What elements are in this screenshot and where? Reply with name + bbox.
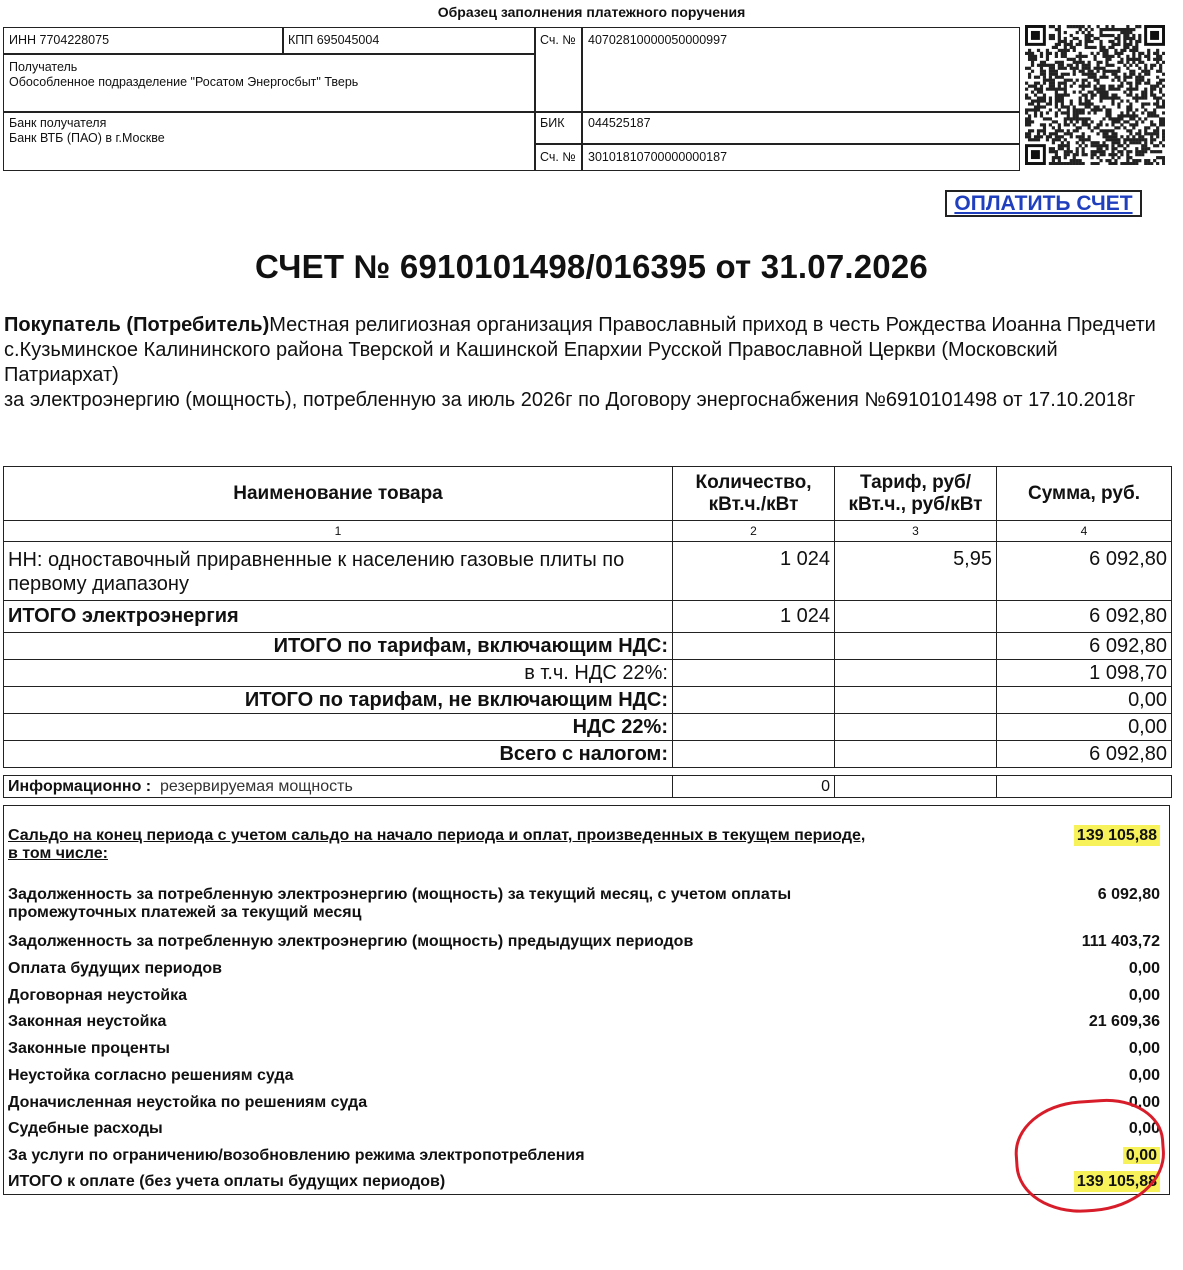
header-qty: Количество, кВт.ч./кВт — [673, 467, 835, 521]
saldo-row-value: 6 092,80 — [1097, 886, 1160, 903]
saldo-row-label: Законная неустойка — [8, 1013, 167, 1030]
item-name: НН: одноставочный приравненные к населению газовые плиты по первому диапазону — [4, 542, 673, 601]
saldo-total-value: 139 105,88 — [1074, 1171, 1160, 1192]
saldo-row-value: 0,00 — [1128, 1094, 1160, 1111]
total-energy-qty: 1 024 — [673, 601, 835, 633]
bank-name: Банк ВТБ (ПАО) в г.Москве — [9, 131, 165, 145]
payment-order-box — [3, 27, 1020, 171]
buyer-block — [4, 313, 1174, 413]
col-number: 4 — [997, 521, 1172, 542]
table-row — [4, 714, 1172, 741]
recipient-label: Получатель — [9, 60, 78, 74]
col-number: 3 — [835, 521, 997, 542]
account-number: 40702810000050000997 — [588, 33, 728, 47]
item-tariff: 5,95 — [835, 542, 997, 601]
invoice-purpose: за электроэнергию (мощность), потребленную за июль 2026г по Договору энергоснабжения №6910101498 от 17.10.2018г — [4, 389, 1136, 411]
saldo-main-label: Сальдо на конец периода с учетом сальдо на начало периода и оплат, произведенных в текущем периоде, — [8, 827, 866, 844]
inn-value: ИНН 7704228075 — [9, 33, 110, 47]
saldo-row-label: Доначисленная неустойка по решениям суда — [8, 1094, 368, 1111]
header-tariff: Тариф, руб/ кВт.ч., руб/кВт — [835, 467, 997, 521]
invoice-table — [3, 466, 1172, 768]
table-row — [4, 542, 1172, 601]
summary-value: 6 092,80 — [997, 633, 1172, 660]
saldo-row-label: Законные проценты — [8, 1040, 170, 1057]
summary-value: 0,00 — [997, 714, 1172, 741]
pay-invoice-button[interactable]: ОПЛАТИТЬ СЧЕТ — [945, 190, 1142, 217]
table-row — [4, 687, 1172, 714]
invoice-title: СЧЕТ № 6910101498/016395 от 31.07.2026 — [255, 248, 928, 285]
saldo-row-value: 0,00 — [1128, 987, 1160, 1004]
buyer-name: Местная религиозная организация Православный приход в честь Рождества Иоанна Предчети с.Кузьминское Калининского района Тверской и Кашинской Епархии Русской Православной Церкви (Московский Патриархат) — [4, 314, 1156, 386]
account-label: Сч. № — [540, 33, 576, 47]
payment-order-title: Образец заполнения платежного поручения — [437, 4, 746, 20]
item-qty: 1 024 — [673, 542, 835, 601]
saldo-row-value: 0,00 — [1128, 960, 1160, 977]
saldo-total-label: ИТОГО к оплате (без учета оплаты будущих периодов) — [8, 1173, 446, 1190]
summary-label: в т.ч. НДС 22%: — [4, 660, 673, 687]
col-number: 2 — [673, 521, 835, 542]
buyer-label: Покупатель (Потребитель) — [4, 314, 270, 336]
summary-value: 6 092,80 — [997, 741, 1172, 768]
saldo-row-value: 0,00 — [1123, 1147, 1160, 1164]
saldo-row-label: Задолженность за потребленную электроэнергию (мощность) предыдущих периодов — [8, 933, 694, 950]
table-row — [4, 633, 1172, 660]
summary-label: Всего с налогом: — [4, 741, 673, 768]
saldo-row-value: 0,00 — [1128, 1040, 1160, 1057]
bik-label: БИК — [540, 116, 565, 130]
saldo-row-label: Оплата будущих периодов — [8, 960, 222, 977]
col-number: 1 — [4, 521, 673, 542]
header-name: Наименование товара — [4, 467, 673, 521]
table-row — [4, 601, 1172, 633]
corr-account-number: 30101810700000000187 — [588, 150, 728, 164]
info-table — [3, 775, 1172, 798]
kpp-value: КПП 695045004 — [288, 33, 380, 47]
total-energy-sum: 6 092,80 — [997, 601, 1172, 633]
info-label: Информационно : — [8, 777, 152, 795]
saldo-main-sub: в том числе: — [8, 845, 108, 862]
saldo-row-label: За услуги по ограничению/возобновлению режима электропотребления — [8, 1147, 585, 1164]
summary-label: ИТОГО по тарифам, не включающим НДС: — [4, 687, 673, 714]
saldo-main-label-wrap — [8, 827, 968, 863]
saldo-main-value: 139 105,88 — [1074, 825, 1160, 846]
summary-label: НДС 22%: — [4, 714, 673, 741]
saldo-row-label: Неустойка согласно решениям суда — [8, 1067, 294, 1084]
saldo-row-label: Договорная неустойка — [8, 987, 187, 1004]
saldo-row-value: 21 609,36 — [1088, 1013, 1160, 1030]
summary-value: 1 098,70 — [997, 660, 1172, 687]
item-sum: 6 092,80 — [997, 542, 1172, 601]
recipient-name: Обособленное подразделение "Росатом Энергосбыт" Тверь — [9, 75, 359, 89]
header-sum: Сумма, руб. — [997, 467, 1172, 521]
bank-label: Банк получателя — [9, 116, 107, 130]
bik-value: 044525187 — [588, 116, 651, 130]
table-row — [4, 741, 1172, 768]
corr-account-label: Сч. № — [540, 150, 576, 164]
saldo-row-label: Судебные расходы — [8, 1120, 163, 1137]
info-value: 0 — [673, 776, 835, 798]
table-row — [4, 660, 1172, 687]
saldo-row-value: 0,00 — [1128, 1067, 1160, 1084]
summary-value: 0,00 — [997, 687, 1172, 714]
qr-code-icon — [1025, 25, 1165, 165]
summary-label: ИТОГО по тарифам, включающим НДС: — [4, 633, 673, 660]
total-energy-label: ИТОГО электроэнергия — [4, 601, 673, 633]
saldo-row-value: 111 403,72 — [1081, 933, 1160, 950]
info-text: резервируемая мощность — [160, 777, 353, 795]
saldo-row-label: Задолженность за потребленную электроэнергию (мощность) за текущий месяц, с учетом оплаты промежуточных платежей за текущий месяц — [8, 886, 792, 921]
saldo-row-value: 0,00 — [1128, 1120, 1160, 1137]
